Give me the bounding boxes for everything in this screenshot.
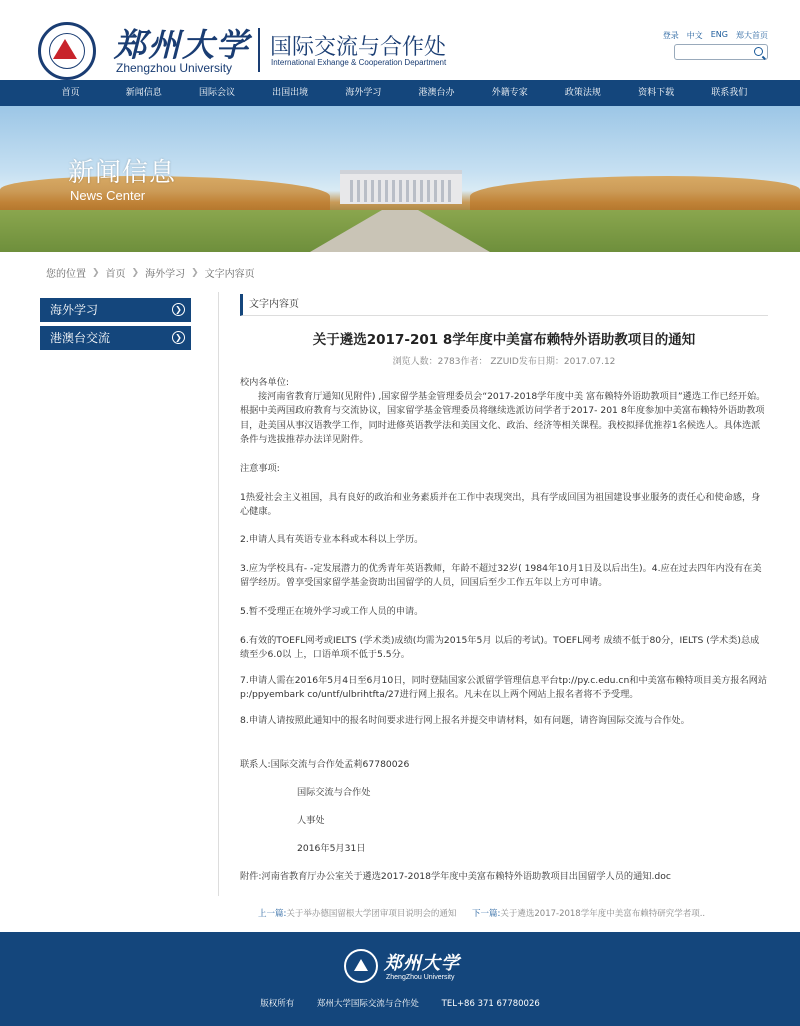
- prev-label: 上一篇:: [258, 909, 287, 919]
- notes-heading: 注意事项:: [240, 463, 280, 474]
- note-item: 6.有效的TOEFL网考或IELTS (学术类)成绩(均需为2015年5月 以后的考试)。TOEFL网考 成绩不低于80分，IELTS (学术类)总成绩至少6.0以 上，口语单项不低于5.5分。: [240, 635, 760, 661]
- prev-article-link[interactable]: [258, 907, 456, 919]
- article-intro: 接河南省教育厅通知(见附件) ,国家留学基金管理委员会“2017-2018学年度中美 富布赖特外语助教项目”遴选工作已经开始。根据中美两国政府教育与交流协议，国家留学基金管理委员将继续选派访问学者于2017- 201 8年度参加中美富布赖特外语助教项目，赴美国从事汉语教学工作，同时进修英语教学法和美国文化、政治、经济等相关课程。我校拟择优推荐1名候选人。具体选派条件与选拔推荐办法详见附件。: [240, 391, 766, 445]
- signature-date: 2016年5月31日: [297, 843, 366, 854]
- note-item: 2.申请人具有英语专业本科或本科以上学历。: [240, 534, 424, 545]
- breadcrumb-chevron-icon: ❯: [92, 267, 100, 278]
- breadcrumb-overseas-study[interactable]: 海外学习: [145, 269, 186, 280]
- nav-item-contact[interactable]: 联系我们: [711, 88, 748, 98]
- seal-emblem-icon: [53, 39, 77, 59]
- note-item: 3.应为学校具有- -定发展潜力的优秀青年英语教师，年龄不超过32岁( 1984年10月1日及以后出生)。4.应在过去四年内没有在美留学经历。曾享受国家留学基金资助出国留学的人员，回国后至少工作五年以上方可申请。: [240, 563, 762, 589]
- nav-item-hk-macao-taiwan[interactable]: 港澳台办: [418, 88, 455, 98]
- prev-title: 关于举办德国留根大学团审项目说明会的通知: [286, 909, 457, 919]
- banner-building: [340, 170, 462, 204]
- footer-emblem-icon: [354, 959, 368, 971]
- signature-office: 人事处: [297, 815, 325, 826]
- chinese-link[interactable]: 中文: [686, 31, 703, 40]
- header-divider: [258, 28, 260, 72]
- section-header: 文字内容页: [240, 294, 768, 316]
- column-divider: [218, 292, 219, 896]
- chevron-right-icon: ❯: [172, 331, 185, 344]
- nav-item-outbound[interactable]: 出国出境: [272, 88, 309, 98]
- note-item: 5.暂不受理正在境外学习或工作人员的申请。: [240, 606, 424, 617]
- department-name-cn: 国际交流与合作处: [270, 35, 447, 60]
- contact-line: 联系人:国际交流与合作处孟莉67780026: [240, 759, 410, 770]
- signature-department: 国际交流与合作处: [297, 787, 371, 798]
- sidebar-item-hk-macao-taiwan[interactable]: [40, 326, 191, 350]
- footer-brand-cn: 郑州大学: [384, 953, 460, 974]
- banner-trees-right: [470, 176, 800, 210]
- nav-item-conferences[interactable]: 国际会议: [198, 88, 235, 98]
- department-name-en: International Exhange & Cooperation Department: [271, 58, 447, 67]
- footer-brand-en: ZhengZhou University: [386, 974, 455, 981]
- breadcrumb-current: 文字内容页: [204, 269, 255, 280]
- search-input[interactable]: [675, 51, 751, 65]
- next-title: 关于遴选2017-2018学年度中美富布赖特研究学者项..: [500, 909, 706, 919]
- article-meta: 浏览人数：2783作者： ZZUID发布日期：2017.07.12: [392, 357, 616, 367]
- footer-tel: TEL+86 371 67780026: [441, 999, 540, 1009]
- university-seal-logo[interactable]: [38, 22, 96, 80]
- university-name-en: Zhengzhou University: [116, 61, 233, 75]
- site-footer: [0, 932, 800, 1026]
- footer-info: [0, 997, 800, 1009]
- search-box: [674, 44, 768, 60]
- university-home-link[interactable]: 郑大首页: [736, 31, 768, 40]
- banner-image: [0, 106, 800, 252]
- banner-title: 新闻信息: [68, 158, 177, 188]
- login-link[interactable]: 登录: [662, 31, 679, 40]
- sidebar-item-label: 海外学习: [50, 303, 99, 317]
- breadcrumb-location-label: 您的位置: [46, 269, 86, 280]
- breadcrumb-chevron-icon: ❯: [191, 267, 199, 278]
- article-salutation: 校内各单位:: [240, 377, 290, 388]
- search-icon[interactable]: [754, 47, 763, 56]
- nav-item-home[interactable]: 首页: [61, 88, 80, 98]
- attachment-link[interactable]: 附件:河南省教育厅办公室关于遴选2017-2018学年度中美富布赖特外语助教项目出国留学人员的通知.doc: [240, 871, 671, 882]
- sidebar-item-label: 港澳台交流: [50, 331, 111, 345]
- banner-subtitle: News Center: [70, 188, 146, 203]
- note-item: 7.申请人需在2016年5月4日至6月10日，同时登陆国家公派留学管理信息平台tp://py.c.edu.cn和中美富布赖特项目美方报名网站p:/ppyembark co/untf/ulbrihtfta/27进行网上报名。凡未在以上两个网站上报名者将不予受理。: [240, 675, 768, 701]
- next-label: 下一篇:: [472, 909, 501, 919]
- main-nav: [0, 80, 800, 106]
- note-item: 1热爱社会主义祖国，具有良好的政治和业务素质并在工作中表现突出，具有学成回国为祖国建设事业服务的责任心和使命感，身心健康。: [240, 492, 761, 518]
- note-item: 8.申请人请按照此通知中的报名时间要求进行网上报名并提交申请材料，如有问题，请咨询国际交流与合作处。: [240, 715, 690, 726]
- breadcrumb-home[interactable]: 首页: [105, 269, 126, 280]
- university-name-cn[interactable]: 郑州大学: [114, 26, 251, 64]
- site-header: [0, 0, 800, 80]
- sidebar-item-overseas-study[interactable]: [40, 298, 191, 322]
- chevron-right-icon: ❯: [172, 303, 185, 316]
- footer-owner: 郑州大学国际交流与合作处: [316, 999, 419, 1009]
- nav-item-news[interactable]: 新闻信息: [125, 88, 162, 98]
- next-article-link[interactable]: [472, 907, 705, 919]
- footer-copyright: 版权所有: [260, 999, 295, 1009]
- footer-seal-logo: [344, 949, 378, 983]
- breadcrumb-chevron-icon: ❯: [131, 267, 140, 278]
- nav-item-downloads[interactable]: 资料下载: [638, 88, 675, 98]
- nav-item-policies[interactable]: 政策法规: [564, 88, 601, 98]
- top-links: [663, 30, 768, 41]
- nav-item-foreign-experts[interactable]: 外籍专家: [491, 88, 528, 98]
- nav-item-overseas-study[interactable]: 海外学习: [345, 88, 382, 98]
- english-link[interactable]: ENG: [710, 30, 728, 39]
- breadcrumb: [46, 265, 255, 280]
- article-title: 关于遴选2017-201 8学年度中美富布赖特外语助教项目的通知: [312, 332, 696, 348]
